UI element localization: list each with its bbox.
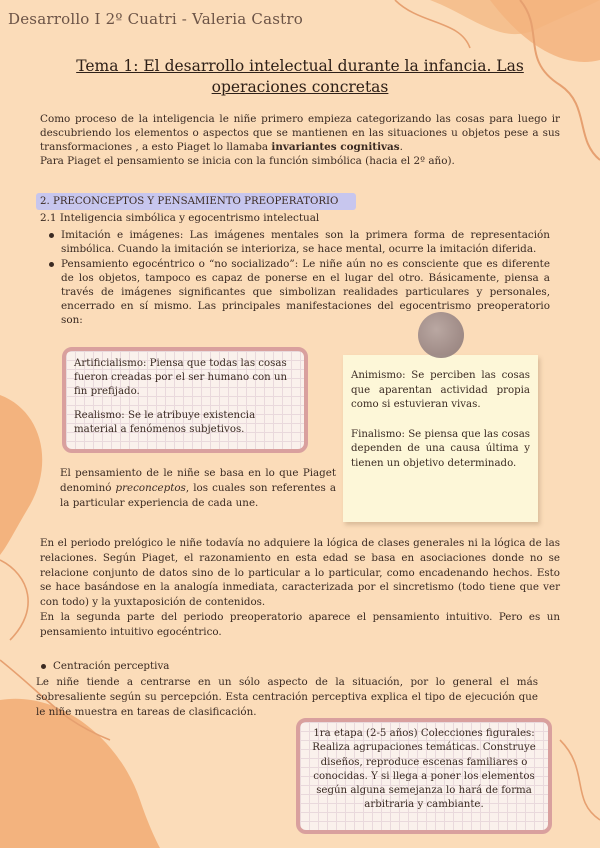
intro-text: Como proceso de la inteligencia le niñe primero empieza categorizando las cosas para luego ir descubriendo los elementos o aspectos que se mantienen en las situaciones u objetos pese a sus transformaciones , a esto Piaget lo llamaba xyxy=(40,113,560,153)
realismo-text: Realismo: Se le atribuye existencia material a fenómenos subjetivos. xyxy=(74,410,256,435)
intro-paragraph-2: Para Piaget el pensamiento se inicia con la función simbólica (hacia el 2º año). xyxy=(40,155,455,167)
left-blob xyxy=(0,395,42,555)
intro-paragraphs xyxy=(40,112,560,168)
centracion-bullet: Centración perceptiva xyxy=(40,659,340,673)
artificialismo-box xyxy=(62,347,308,453)
etapa-box: 1ra etapa (2-5 años) Colecciones figurales: Realiza agrupaciones temáticas. Construye diseños, reproduce escenas familiares o conocidas. Y si llega a poner los elementos según alguna semejanza lo hará de forma arbitraria y cambiante. xyxy=(296,718,552,834)
intro-end: . xyxy=(399,141,403,153)
page-header: Desarrollo I 2º Cuatri - Valeria Castro xyxy=(8,10,303,28)
artificialismo-text: Artificialismo: Piensa que todas las cosas fueron creadas por el ser humano con un fin prefijado. xyxy=(74,358,288,397)
preconceptos-paragraph xyxy=(60,466,336,511)
periodo-paragraphs xyxy=(40,536,560,640)
periodo-paragraph-1: En el periodo prelógico le niñe todavía no adquiere la lógica de clases generales ni la lógica de las relaciones. Según Piaget, el razonamiento en esta edad se basa en asociaciones donde no se relacione conjunto de datos sino de lo particular a lo particular, como encadenando hechos. Esto se hace basándose en la analogía inmediata, caracterizada por el sincretismo (todo tiene que ver con todo) y la yuxtaposición de contenidos. xyxy=(40,537,560,609)
invariantes-term: invariantes cognitivas xyxy=(271,141,400,153)
section-badge: 2. PRECONCEPTOS Y PENSAMIENTO PREOPERATORIO xyxy=(36,193,356,210)
pin-icon xyxy=(418,312,464,358)
bottom-right-curve-line xyxy=(560,740,600,820)
preconceptos-text-b: , los cuales son referentes a la particular experiencia de cada une. xyxy=(60,482,336,509)
intro-paragraph-1 xyxy=(40,112,560,154)
page-title: Tema 1: El desarrollo intelectual durante la infancia. Las operaciones concretas xyxy=(76,57,524,96)
preconceptos-text-a: El pensamiento de le niñe se basa en lo que Piaget denominó xyxy=(60,467,336,494)
periodo-paragraph-2: En la segunda parte del periodo preoperatorio aparece el pensamiento intuitivo. Pero es un pensamiento intuitivo egocéntrico. xyxy=(40,610,560,638)
sticky-note xyxy=(343,355,538,522)
finalismo-text: Finalismo: Se piensa que las cosas dependen de una causa última y tienen un objetivo determinado. xyxy=(351,428,530,469)
section-subheading: 2.1 Inteligencia simbólica y egocentrismo intelectual xyxy=(40,212,320,224)
bullet-imitacion: Imitación e imágenes: Las imágenes mentales son la primera forma de representación simbólica. Cuando la imitación se interioriza, se hace mental, ocurre la imitación diferida. xyxy=(48,228,550,256)
bullet-list xyxy=(48,228,550,328)
left-curve-line xyxy=(0,560,28,640)
preconceptos-term: preconceptos xyxy=(115,482,186,494)
centracion-paragraph: Le niñe tiende a centrarse en un sólo aspecto de la situación, por lo general el más sobresaliente según su percepción. Esta centración perceptiva explica el tipo de ejecución que le niñe muestra en tareas de clasificación. xyxy=(36,676,538,718)
animismo-text: Animismo: Se perciben las cosas que aparentan actividad propia como si estuvieran vivas. xyxy=(351,370,530,410)
bottom-left-blob xyxy=(0,699,160,848)
bullet-egocentrico: Pensamiento egocéntrico o “no socializado”: Le niñe aún no es consciente que es diferente de los objetos, tampoco es capaz de ponerse en el lugar del otro. Básicamente, piensa a través de imágenes significantes que simbolizan realidades particulares y personales, encerrado en sí mismo. Las principales manifestaciones del egocentrismo preoperatorio son: xyxy=(48,257,550,327)
